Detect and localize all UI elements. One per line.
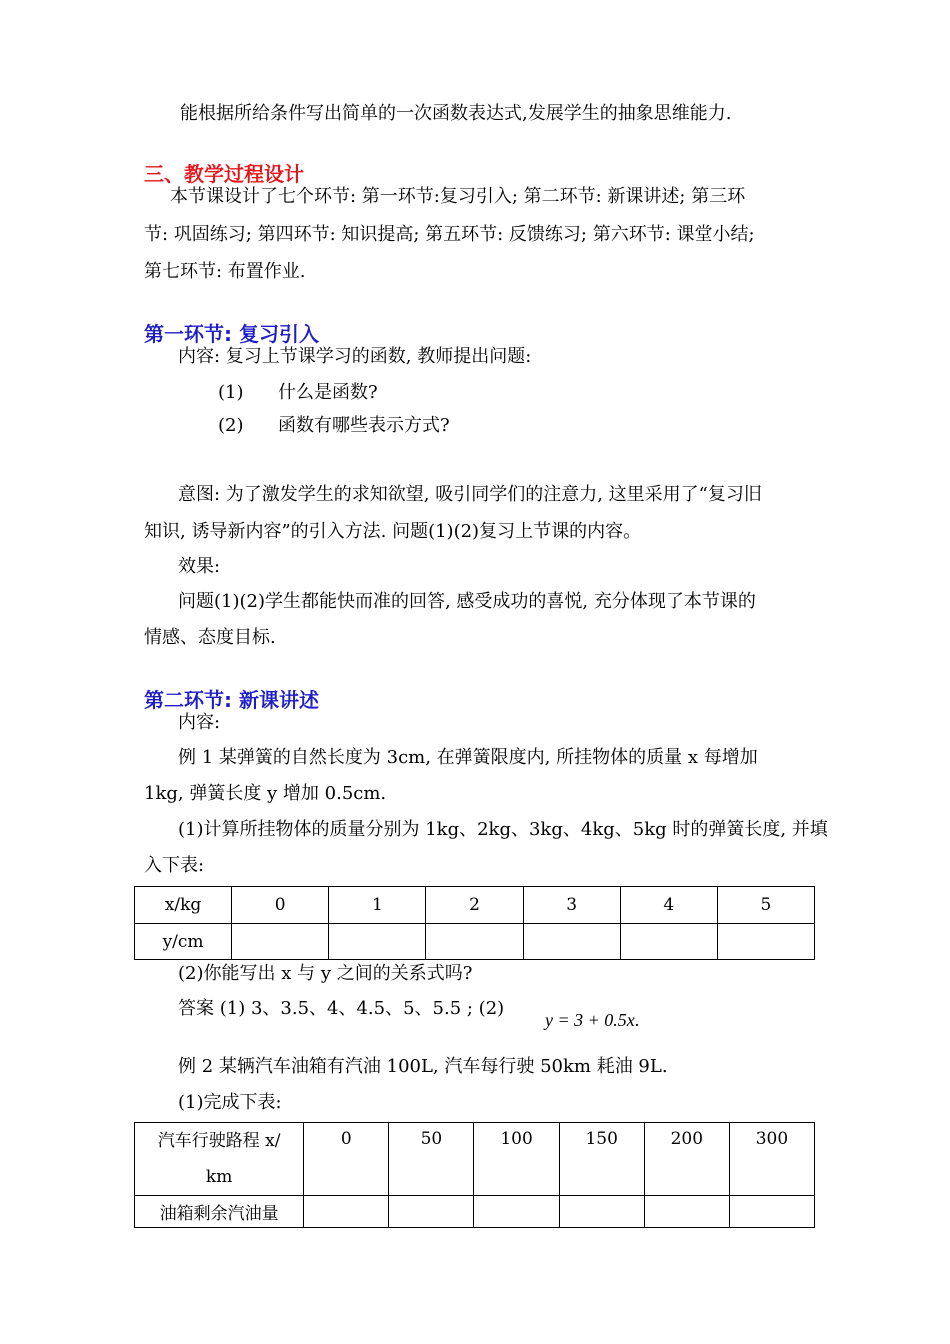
- question-number: (1): [218, 382, 244, 403]
- table-cell: y/cm: [135, 924, 232, 960]
- section-heading-part2: 第二环节: 新课讲述: [144, 688, 319, 712]
- example1-question2: (2)你能写出 x 与 y 之间的关系式吗?: [178, 963, 473, 984]
- intent-line: 意图: 为了激发学生的求知欲望, 吸引同学们的注意力, 这里采用了“复习旧: [178, 484, 762, 505]
- question-text: 函数有哪些表示方式?: [278, 415, 450, 436]
- table-cell: 100: [474, 1123, 559, 1196]
- table-cell: [304, 1196, 389, 1228]
- spring-table: [134, 886, 815, 960]
- formula-tail: .: [634, 1010, 640, 1030]
- table-cell: [426, 924, 523, 960]
- example1-question-line: 入下表:: [144, 855, 205, 876]
- table-header-cell: [135, 1123, 304, 1196]
- table-cell: 50: [389, 1123, 474, 1196]
- example1-question-line: (1)计算所挂物体的质量分别为 1kg、2kg、3kg、4kg、5kg 时的弹簧长度, 并填: [178, 819, 828, 840]
- table-cell: [717, 924, 814, 960]
- paragraph-line: 第七环节: 布置作业.: [144, 261, 306, 282]
- table-cell: 200: [644, 1123, 729, 1196]
- header-line: km: [205, 1167, 233, 1187]
- intent-line: 知识, 诱导新内容”的引入方法. 问题(1)(2)复习上节课的内容。: [144, 521, 642, 542]
- section-heading-process: 三、教学过程设计: [144, 162, 304, 186]
- table-cell: 油箱剩余汽油量: [135, 1196, 304, 1228]
- example1-line: 1kg, 弹簧长度 y 增加 0.5cm.: [144, 783, 387, 804]
- table-cell: [559, 1196, 644, 1228]
- intro-line: 能根据所给条件写出简单的一次函数表达式,发展学生的抽象思维能力.: [180, 103, 732, 124]
- question-number: (2): [218, 415, 244, 436]
- table-cell: [620, 924, 717, 960]
- table-cell: [523, 924, 620, 960]
- table-cell: [389, 1196, 474, 1228]
- table-cell: 0: [232, 887, 329, 924]
- section-heading-part1: 第一环节: 复习引入: [144, 322, 319, 346]
- table-cell: 150: [559, 1123, 644, 1196]
- table-cell: [232, 924, 329, 960]
- example2-question: (1)完成下表:: [178, 1092, 282, 1113]
- header-line: 汽车行驶路程 x/: [157, 1131, 281, 1151]
- table-cell: 0: [304, 1123, 389, 1196]
- effect-line: 问题(1)(2)学生都能快而准的回答, 感受成功的喜悦, 充分体现了本节课的: [178, 591, 756, 612]
- effect-line: 情感、态度目标.: [144, 627, 276, 648]
- table-cell: 1: [329, 887, 426, 924]
- table-cell: [474, 1196, 559, 1228]
- paragraph-line: 节: 巩固练习; 第四环节: 知识提高; 第五环节: 反馈练习; 第六环节: 课堂小结;: [144, 224, 755, 245]
- table-cell: [644, 1196, 729, 1228]
- table-cell: 4: [620, 887, 717, 924]
- question-text: 什么是函数?: [278, 382, 378, 403]
- content-label: 内容:: [178, 712, 221, 733]
- table-cell: [329, 924, 426, 960]
- content-line: 内容: 复习上节课学习的函数, 教师提出问题:: [178, 346, 532, 367]
- table-cell: 300: [729, 1123, 814, 1196]
- table-cell: [729, 1196, 814, 1228]
- table-cell: 2: [426, 887, 523, 924]
- effect-label: 效果:: [178, 556, 221, 577]
- paragraph-line: 本节课设计了七个环节: 第一环节:复习引入; 第二环节: 新课讲述; 第三环: [170, 186, 746, 207]
- answer-line: 答案 (1) 3、3.5、4、4.5、5、5.5 ; (2): [178, 998, 505, 1019]
- formula-text: y = 3 + 0.5x: [545, 1010, 635, 1030]
- fuel-table: [134, 1122, 815, 1228]
- formula: [545, 1008, 639, 1032]
- table-cell: x/kg: [135, 887, 232, 924]
- example2-line: 例 2 某辆汽车油箱有汽油 100L, 汽车每行驶 50km 耗油 9L.: [178, 1056, 668, 1077]
- table-cell: 3: [523, 887, 620, 924]
- table-cell: 5: [717, 887, 814, 924]
- example1-line: 例 1 某弹簧的自然长度为 3cm, 在弹簧限度内, 所挂物体的质量 x 每增加: [178, 747, 758, 768]
